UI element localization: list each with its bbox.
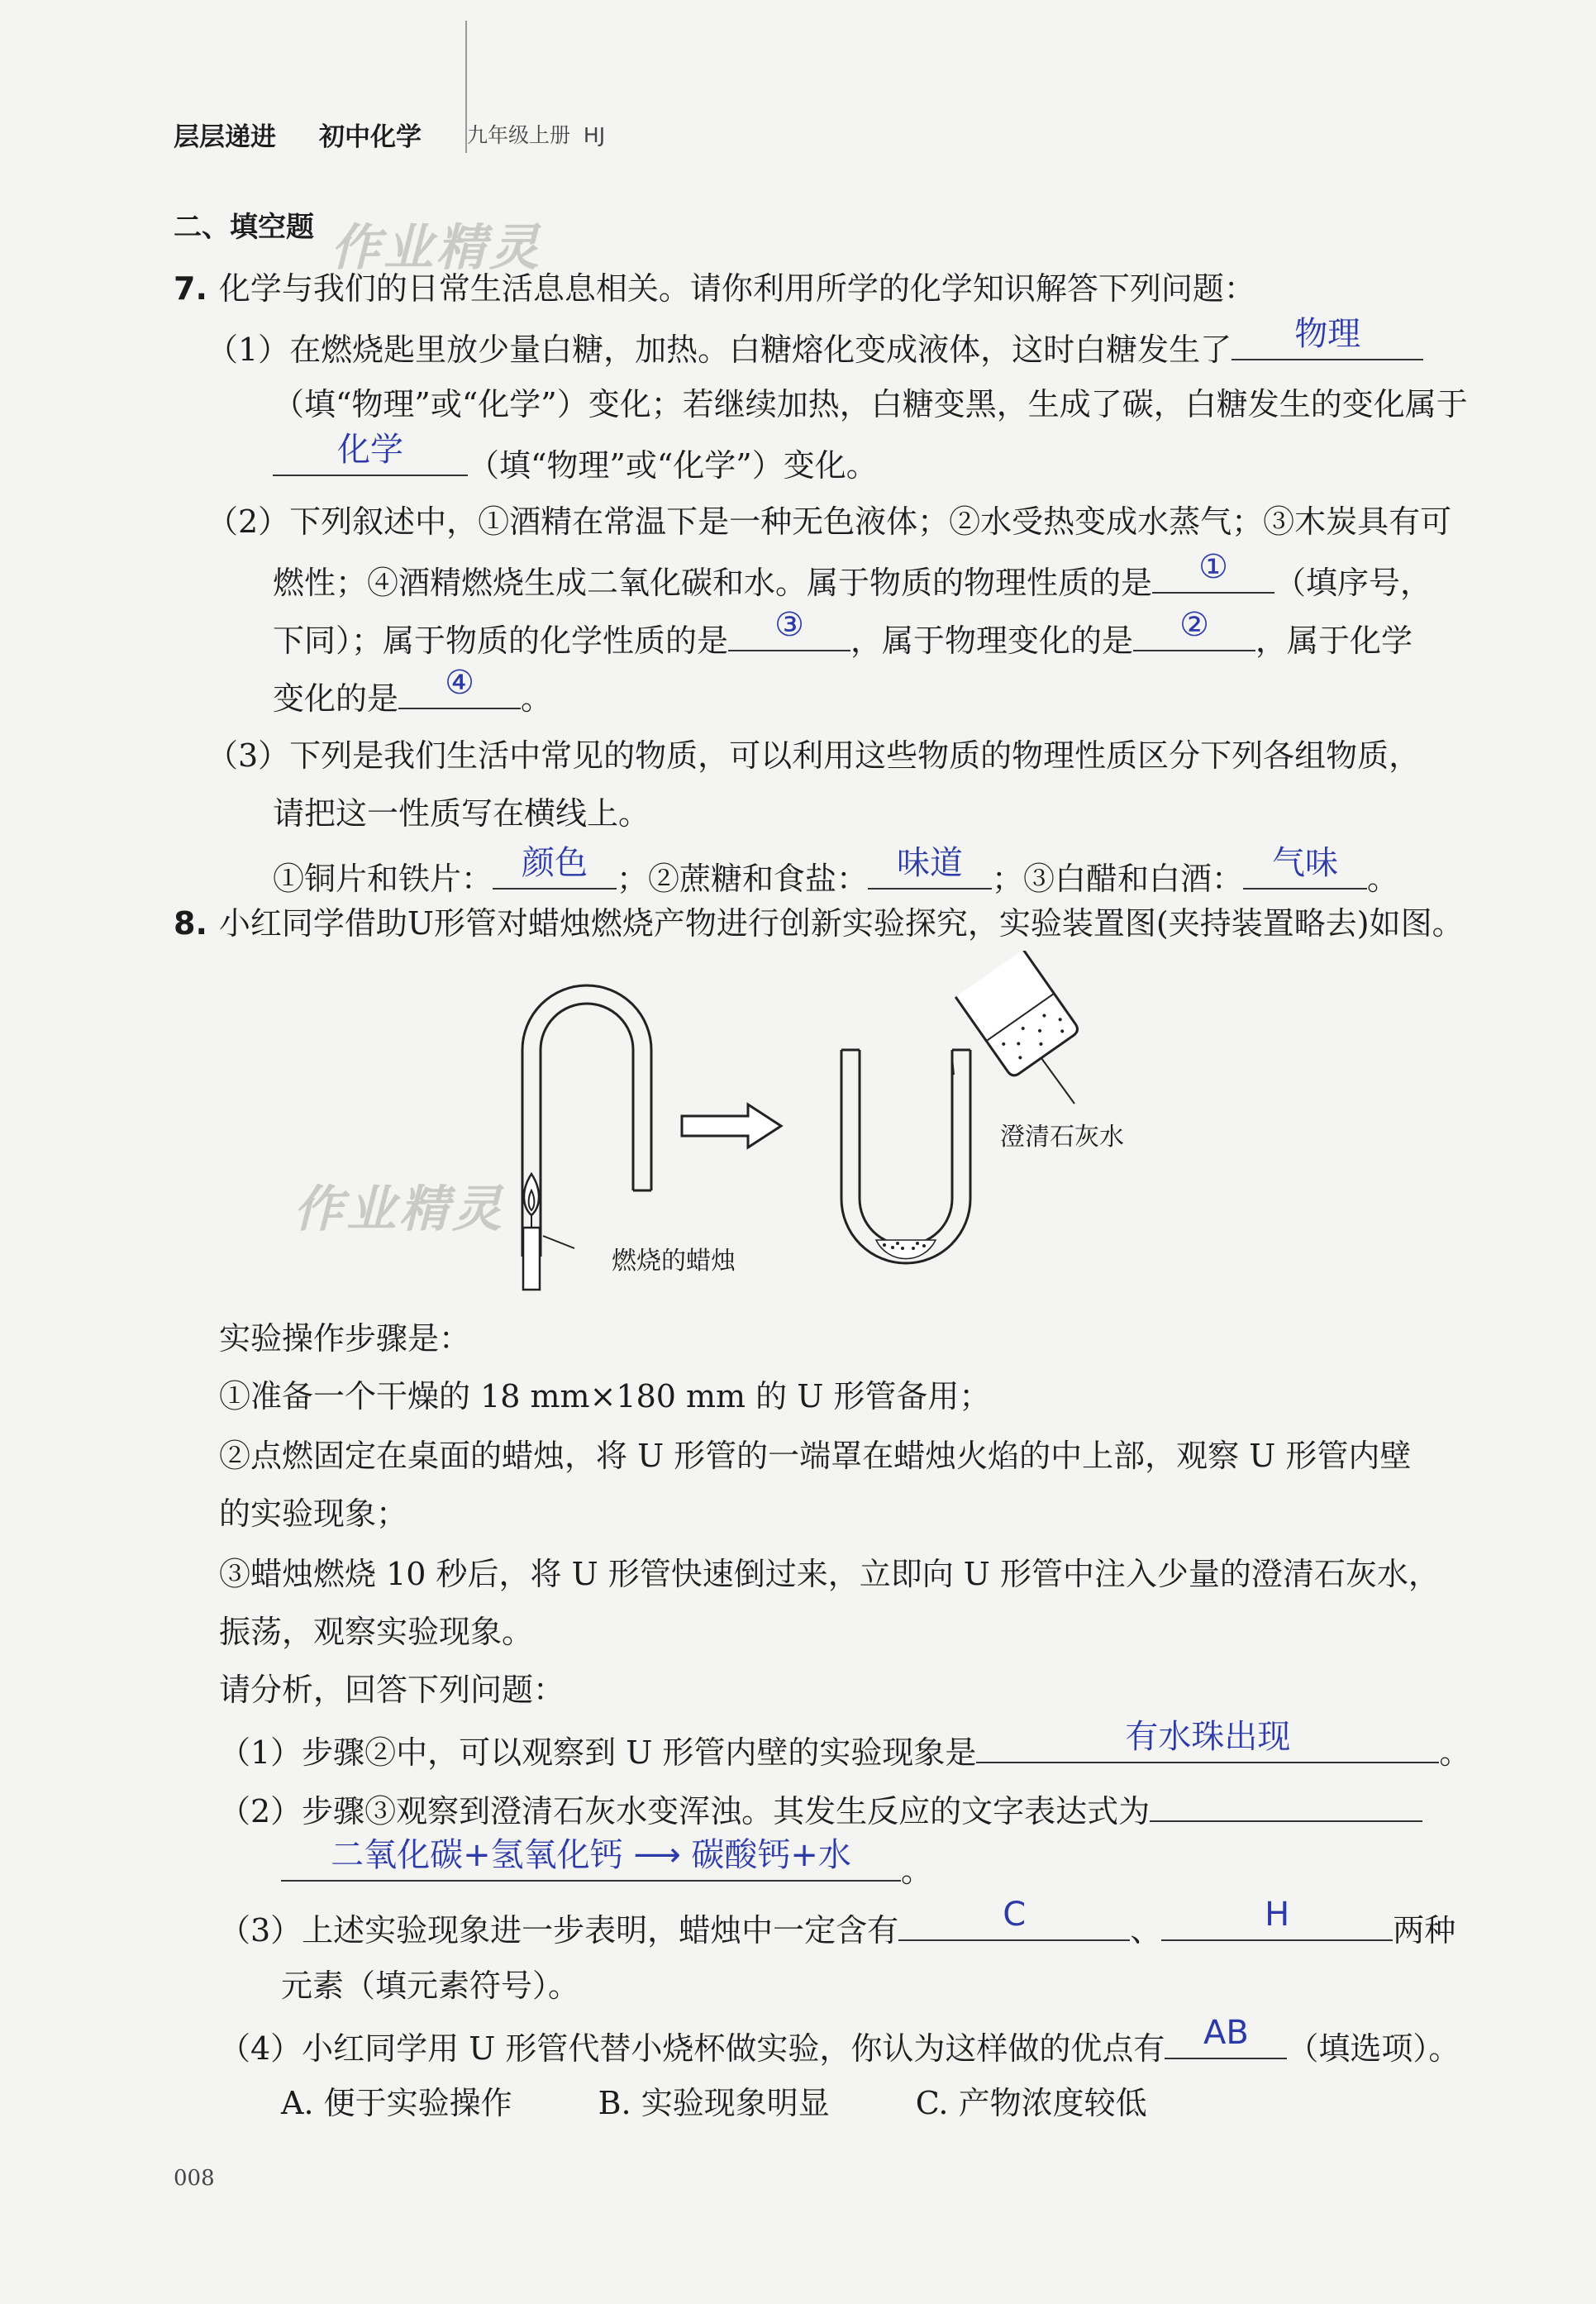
step-2-line1: ②点燃固定在桌面的蜡烛，将 U 形管的一端罩在蜡烛火焰的中上部，观察 U 形管内壁 [219,1438,1412,1474]
q7-blank-7[interactable]: 颜色 [493,860,617,890]
q7-p1-line3: 化学 （填“物理”或“化学”）变化。 [273,446,878,481]
q7-p2-line4: 变化的是 ④ 。 [273,664,553,717]
option-c[interactable]: C. 产物浓度较低 [915,2085,1147,2121]
q7-stem: 7. 化学与我们的日常生活息息相关。请你利用所学的化学知识解答下列问题： [174,270,1255,307]
q7-blank-5[interactable]: ② [1133,622,1255,651]
series-title: 层层递进 [174,122,276,152]
watermark-figure: 作业精灵 [293,1181,505,1238]
step-3-line1: ③蜡烛燃烧 10 秒后，将 U 形管快速倒过来，立即向 U 形管中注入少量的澄清石灰水， [219,1556,1440,1592]
q8-stem: 8. 小红同学借助U形管对蜡烛燃烧产物进行创新实验探究，实验装置图(夹持装置略去)如图。 [174,905,1464,942]
q7-p3-line3: ①铜片和铁片： 颜色 ；②蔗糖和食盐： 味道 ；③白醋和白酒： 气味 。 [273,844,1399,897]
option-a[interactable]: A. 便于实验操作 [281,2085,512,2121]
q7-blank-1[interactable]: 物理 [1232,331,1423,360]
limewater-in-tube [876,1240,936,1259]
inverted-u-tube [522,985,651,1257]
q7-p3-line2: 请把这一性质写在横线上。 [273,795,650,832]
q8-sub3-line2: 元素（填元素符号）。 [281,1968,580,2004]
q7-blank-3[interactable]: ① [1152,564,1274,594]
candle-label: 燃烧的蜡烛 [612,1247,736,1276]
q7-blank-6[interactable]: ④ [398,680,521,709]
q8-blank-3a[interactable]: C [898,1911,1130,1941]
steps-title: 实验操作步骤是： [219,1320,471,1357]
q8-blank-2b[interactable]: 二氧化碳+氢氧化钙 ⟶ 碳酸钙+水 [281,1852,901,1882]
q8-sub4: （4）小红同学用 U 形管代替小烧杯做实验，你认为这样做的优点有 AB （填选项）。 [219,2014,1460,2067]
step-1: ①准备一个干燥的 18 mm×180 mm 的 U 形管备用； [219,1378,991,1414]
q7-p1-line2: （填“物理”或“化学”）变化；若继续加热，白糖变黑，生成了碳，白糖发生的变化属于 [273,386,1468,422]
q8-sub2-line2: 二氧化碳+氢氧化钙 ⟶ 碳酸钙+水 。 [281,1852,932,1887]
limewater-label: 澄清石灰水 [1000,1123,1124,1152]
q7-blank-9[interactable]: 气味 [1243,860,1367,890]
upright-u-tube [841,1050,970,1263]
q8-options [281,2087,1147,2119]
q7-p1-line1: （1）在燃烧匙里放少量白糖，加热。白糖熔化变成液体，这时白糖发生了 物理 [207,331,1423,365]
page-number: 008 [174,2166,215,2191]
q8-sub2-line1: （2）步骤③观察到澄清石灰水变浑浊。其发生反应的文字表达式为 [219,1792,1422,1827]
q7-p2-line1: （2）下列叙述中，①酒精在常温下是一种无色液体；②水受热变成水蒸气；③木炭具有可 [207,503,1452,540]
q8-sub1: （1）步骤②中，可以观察到 U 形管内壁的实验现象是 有水珠出现 。 [219,1718,1471,1771]
arrow-icon [682,1104,781,1147]
analyze-prompt: 请分析，回答下列问题： [219,1672,565,1708]
q8-blank-2a[interactable] [1150,1792,1422,1822]
section-title: 二、填空题 [174,211,314,244]
page-header [174,116,606,153]
q8-blank-1[interactable]: 有水珠出现 [976,1734,1439,1763]
step-3-line2: 振荡，观察实验现象。 [219,1614,534,1650]
step-2-line2: 的实验现象； [219,1495,408,1532]
q7-p2-line3: 下同）；属于物质的化学性质的是 ③ ，属于物理变化的是 ② ，属于化学 [273,606,1413,659]
beaker [955,951,1080,1078]
q8-blank-4[interactable]: AB [1165,2030,1287,2059]
subject-title: 初中化学 [319,122,422,152]
q7-blank-4[interactable]: ③ [728,622,850,651]
q8-blank-3b[interactable]: H [1161,1911,1393,1941]
q7-p3-line1: （3）下列是我们生活中常见的物质，可以利用这些物质的物理性质区分下列各组物质， [207,737,1421,774]
q7-blank-2[interactable]: 化学 [273,446,468,476]
q7-blank-8[interactable]: 味道 [868,860,992,890]
watermark-top: 作业精灵 [331,219,542,277]
option-b[interactable]: B. 实验现象明显 [598,2085,830,2121]
q7-p2-line2: 燃性；④酒精燃烧生成二氧化碳和水。属于物质的物理性质的是 ① （填序号， [273,548,1432,601]
grade-label: 九年级上册 HJ [467,123,606,147]
candle [523,1174,574,1290]
q8-sub3-line1: （3）上述实验现象进一步表明，蜡烛中一定含有 C 、 H 两种 [219,1896,1456,1949]
